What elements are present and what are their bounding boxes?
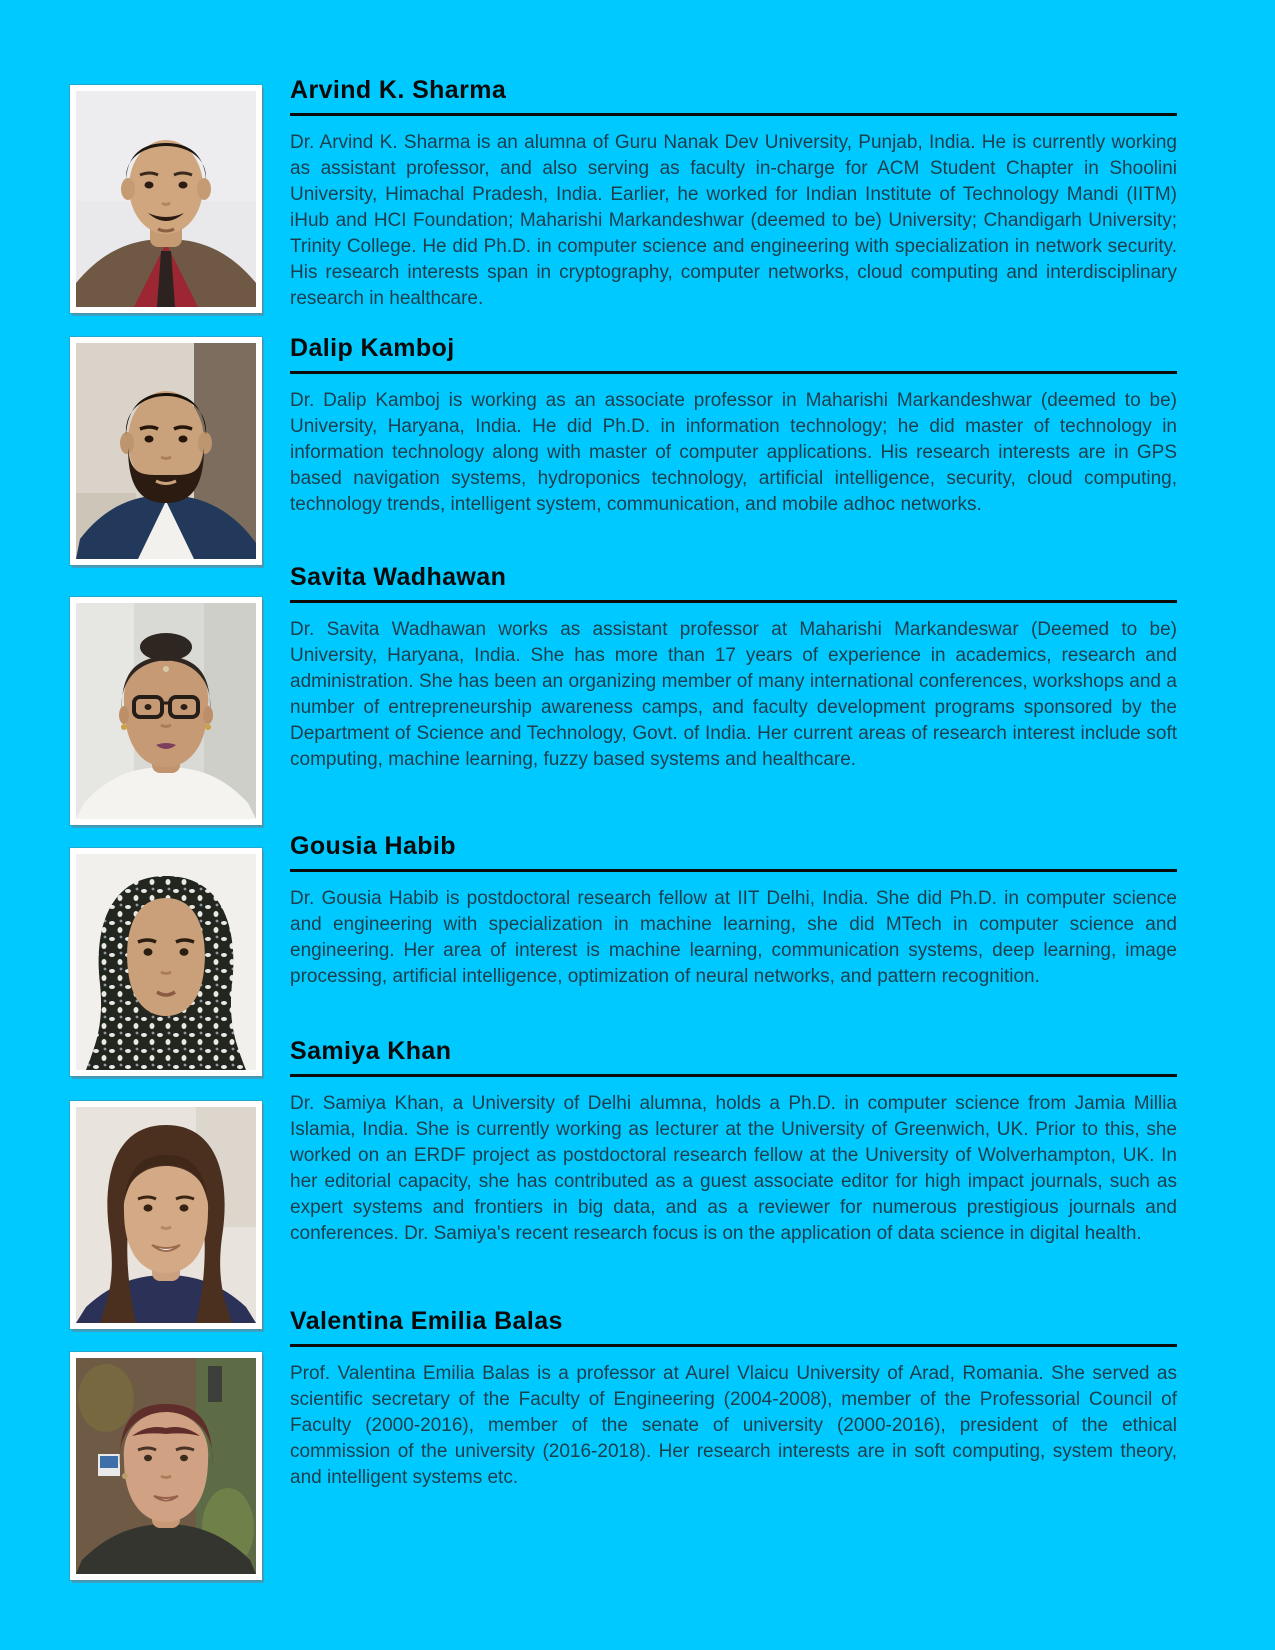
author-section: [290, 76, 1177, 312]
author-bio: Dr. Samiya Khan, a University of Delhi alumna, holds a Ph.D. in computer science from Jamia Millia Islamia, India. She is currently working as lecturer at the University of Greenwich, UK. Prior to this, she worked on an ERDF project as postdoctoral research fellow at the University of Wolverhampton, UK. In her editorial capacity, she has contributed as a guest associate editor for high impact journals, such as expert systems and frontiers in big data, and as a reviewer for numerous prestigious journals and conferences. Dr. Samiya's recent research focus is on the application of data science in digital health.: [290, 1093, 1177, 1244]
author-bio: Dr. Savita Wadhawan works as assistant professor at Maharishi Markandeswar (Deemed to be) University, Haryana, India. She has more than 17 years of experience in academics, research and administration. She has been an organizing member of many international conferences, workshops and a number of entrepreneurship awareness camps, and faculty development programs sponsored by the Department of Science and Technology, Govt. of India. Her current areas of research interest include soft computing, machine learning, fuzzy based systems and healthcare.: [290, 619, 1177, 770]
author-name-heading: Gousia Habib: [290, 832, 1177, 872]
author-section: [290, 1037, 1177, 1247]
author-section: [290, 334, 1177, 518]
author-photo: [70, 1101, 262, 1329]
author-bio: Dr. Dalip Kamboj is working as an associate professor in Maharishi Markandeshwar (deemed to be) University, Haryana, India. He did Ph.D. in information technology; he did master of technology in information technology along with master of computer applications. His research interests are in GPS based navigation systems, hydroponics technology, artificial intelligence, security, cloud computing, technology trends, intelligent system, communication, and mobile adhoc networks.: [290, 390, 1177, 515]
author-name-heading: Valentina Emilia Balas: [290, 1307, 1177, 1347]
author-bio: Dr. Arvind K. Sharma is an alumna of Guru Nanak Dev University, Punjab, India. He is currently working as assistant professor, and also serving as faculty in-charge for ACM Student Chapter in Shoolini University, Himachal Pradesh, India. Earlier, he worked for Indian Institute of Technology Mandi (IITM) iHub and HCI Foundation; Maharishi Markandeshwar (deemed to be) University; Chandigarh University; Trinity College. He did Ph.D. in computer science and engineering with specialization in network security. His research interests span in cryptography, computer networks, cloud computing and interdisciplinary research in healthcare.: [290, 132, 1177, 309]
author-photo: [70, 848, 262, 1076]
author-name-heading: Savita Wadhawan: [290, 563, 1177, 603]
portrait-woman-patterned-headscarf-icon: [76, 854, 256, 1070]
author-bio: Dr. Gousia Habib is postdoctoral research fellow at IIT Delhi, India. She did Ph.D. in computer science and engineering with specialization in machine learning, she did MTech in computer science and engineering. Her area of interest is machine learning, communication systems, deep learning, image processing, artificial intelligence, optimization of neural networks, and pattern recognition.: [290, 888, 1177, 987]
author-name-heading: Arvind K. Sharma: [290, 76, 1177, 116]
portrait-woman-glasses-icon: [76, 603, 256, 819]
author-bio: Prof. Valentina Emilia Balas is a professor at Aurel Vlaicu University of Arad, Romania. She served as scientific secretary of the Faculty of Engineering (2004-2008), member of the Professorial Council of Faculty (2000-2016), member of the senate of university (2000-2016), president of the ethical commission of the university (2016-2018). Her research interests are in soft computing, system theory, and intelligent systems etc.: [290, 1363, 1177, 1488]
author-photo: [70, 85, 262, 313]
author-photo: [70, 337, 262, 565]
portrait-man-mustache-brown-suit-icon: [76, 91, 256, 307]
author-section: [290, 832, 1177, 990]
author-photo: [70, 597, 262, 825]
author-name-heading: Dalip Kamboj: [290, 334, 1177, 374]
author-photo: [70, 1352, 262, 1580]
author-section: [290, 1307, 1177, 1491]
author-section: [290, 563, 1177, 773]
portrait-man-beard-navy-suit-icon: [76, 343, 256, 559]
author-name-heading: Samiya Khan: [290, 1037, 1177, 1077]
portrait-woman-long-hair-icon: [76, 1107, 256, 1323]
portrait-woman-short-auburn-hair-outdoors-icon: [76, 1358, 256, 1574]
